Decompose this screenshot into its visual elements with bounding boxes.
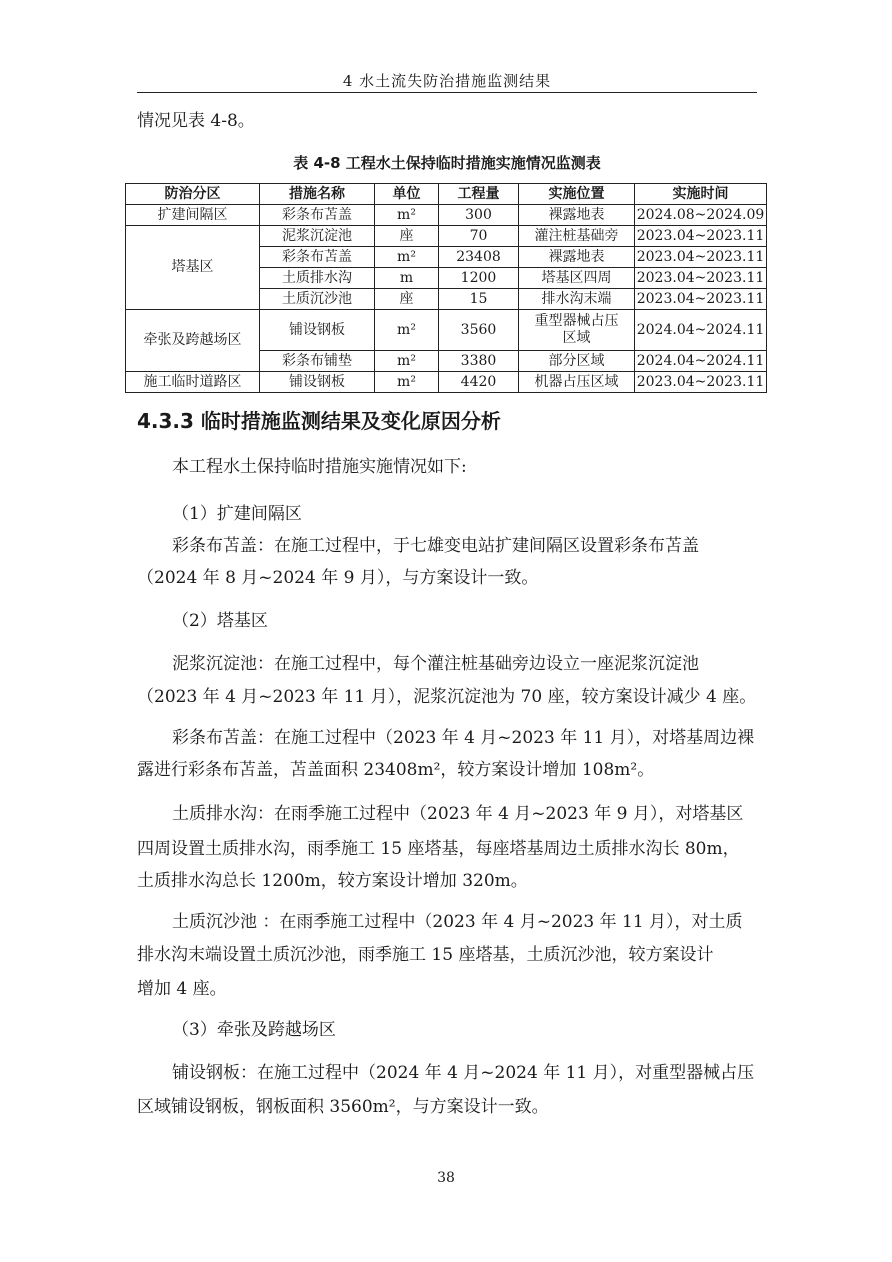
subheading: （2）塔基区	[172, 611, 268, 631]
header-cell: 措施名称	[260, 184, 375, 205]
location-cell: 部分区域	[519, 351, 635, 372]
measures-table	[125, 183, 767, 393]
period-cell: 2024.08~2024.09	[635, 205, 767, 226]
period-cell: 2023.04~2023.11	[635, 226, 767, 247]
header-cell: 单位	[375, 184, 439, 205]
table-row	[126, 310, 767, 351]
table-row	[126, 372, 767, 393]
body-line: 彩条布苫盖：在施工过程中，于七雄变电站扩建间隔区设置彩条布苫盖	[172, 536, 699, 556]
unit-cell: m²	[375, 247, 439, 268]
body-line: （2023 年 4 月~2023 年 11 月），泥浆沉淀池为 70 座，较方案设计减少 4 座。	[137, 687, 757, 707]
zone-cell: 施工临时道路区	[126, 372, 260, 393]
subheading: （1）扩建间隔区	[172, 504, 302, 524]
zone-cell: 扩建间隔区	[126, 205, 260, 226]
body-line: 泥浆沉淀池：在施工过程中，每个灌注桩基础旁边设立一座泥浆沉淀池	[172, 654, 699, 674]
location-cell: 裸露地表	[519, 247, 635, 268]
quantity-cell: 3560	[439, 310, 519, 351]
zone-cell: 牵张及跨越场区	[126, 310, 260, 372]
location-cell: 塔基区四周	[519, 268, 635, 289]
measure-cell: 彩条布苫盖	[260, 247, 375, 268]
period-cell: 2023.04~2023.11	[635, 372, 767, 393]
body-line: 区域铺设钢板，钢板面积 3560m²，与方案设计一致。	[137, 1097, 549, 1117]
header-divider	[137, 92, 757, 93]
header-cell: 工程量	[439, 184, 519, 205]
unit-cell: 座	[375, 289, 439, 310]
section-heading: 4.3.3 临时措施监测结果及变化原因分析	[137, 409, 501, 433]
quantity-cell: 1200	[439, 268, 519, 289]
quantity-cell: 300	[439, 205, 519, 226]
quantity-cell: 3380	[439, 351, 519, 372]
location-cell: 机器占压区域	[519, 372, 635, 393]
page-header: 4 水土流失防治措施监测结果	[342, 72, 552, 90]
body-line: 四周设置土质排水沟，雨季施工 15 座塔基，每座塔基周边土质排水沟长 80m，	[137, 839, 740, 859]
unit-cell: m	[375, 268, 439, 289]
body-line: 增加 4 座。	[137, 979, 227, 999]
measure-cell: 彩条布铺垫	[260, 351, 375, 372]
body-line: 土质沉沙池 ：在雨季施工过程中（2023 年 4 月~2023 年 11 月），对土质	[172, 912, 743, 932]
location-cell: 裸露地表	[519, 205, 635, 226]
unit-cell: m²	[375, 372, 439, 393]
location-cell: 灌注桩基础旁	[519, 226, 635, 247]
unit-cell: m²	[375, 310, 439, 351]
table-caption: 表 4-8 工程水土保持临时措施实施情况监测表	[293, 154, 601, 172]
period-cell: 2023.04~2023.11	[635, 268, 767, 289]
location-line: 重型器械占压	[534, 313, 619, 329]
measure-cell: 土质排水沟	[260, 268, 375, 289]
table-row	[126, 205, 767, 226]
body-line: 铺设钢板：在施工过程中（2024 年 4 月~2024 年 11 月），对重型器械占压	[172, 1063, 755, 1083]
measure-cell: 彩条布苫盖	[260, 205, 375, 226]
header-cell: 实施时间	[635, 184, 767, 205]
subheading: （3）牵张及跨越场区	[172, 1020, 336, 1040]
header-cell: 防治分区	[126, 184, 260, 205]
location-cell: 排水沟末端	[519, 289, 635, 310]
body-line: 彩条布苫盖：在施工过程中（2023 年 4 月~2023 年 11 月），对塔基周边裸	[172, 728, 755, 748]
table-row	[126, 226, 767, 247]
measure-cell: 铺设钢板	[260, 310, 375, 351]
period-cell: 2023.04~2023.11	[635, 289, 767, 310]
page-number: 38	[437, 1170, 455, 1186]
measure-cell: 土质沉沙池	[260, 289, 375, 310]
quantity-cell: 70	[439, 226, 519, 247]
quantity-cell: 23408	[439, 247, 519, 268]
zone-cell: 塔基区	[126, 226, 260, 310]
measure-cell: 铺设钢板	[260, 372, 375, 393]
period-cell: 2023.04~2023.11	[635, 247, 767, 268]
body-line: （2024 年 8 月~2024 年 9 月），与方案设计一致。	[137, 568, 539, 588]
unit-cell: 座	[375, 226, 439, 247]
measure-cell: 泥浆沉淀池	[260, 226, 375, 247]
unit-cell: m²	[375, 205, 439, 226]
location-cell	[519, 310, 635, 351]
body-line: 土质排水沟总长 1200m，较方案设计增加 320m。	[137, 871, 528, 891]
intro-line: 情况见表 4-8。	[137, 111, 255, 131]
quantity-cell: 4420	[439, 372, 519, 393]
body-line: 露进行彩条布苫盖，苫盖面积 23408m²，较方案设计增加 108m²。	[137, 760, 655, 780]
quantity-cell: 15	[439, 289, 519, 310]
table-header-row	[126, 184, 767, 205]
header-cell: 实施位置	[519, 184, 635, 205]
body-line: 排水沟末端设置土质沉沙池，雨季施工 15 座塔基，土质沉沙池，较方案设计	[137, 945, 714, 965]
period-cell: 2024.04~2024.11	[635, 351, 767, 372]
location-line: 区域	[562, 330, 591, 346]
body-line: 土质排水沟：在雨季施工过程中（2023 年 4 月~2023 年 9 月），对塔基区	[172, 804, 744, 824]
unit-cell: m²	[375, 351, 439, 372]
period-cell: 2024.04~2024.11	[635, 310, 767, 351]
body-line: 本工程水土保持临时措施实施情况如下:	[172, 457, 467, 477]
